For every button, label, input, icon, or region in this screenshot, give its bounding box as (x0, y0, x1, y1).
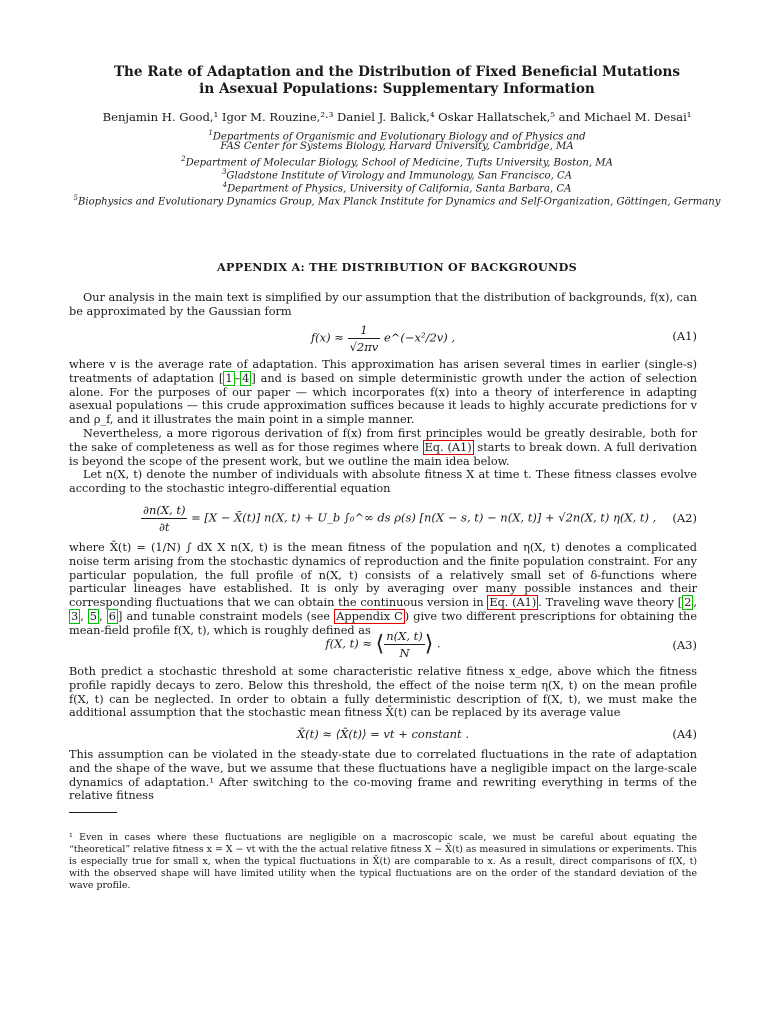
paragraph-text: Both predict a stochastic threshold at some characteristic relative fitness x_edge, above which the fitness profile rapidly decays to zero. Below this threshold, the effect of the noise term η(X, t) on the mean profile f(X, t) can be neglected. In order to obtain a fully deterministic description of f(X, t), we must make the additional assumption that the stochastic mean fitness X̄(t) can be replaced by its average value (69, 665, 697, 720)
eq-lhs: f(X, t) ≈ (325, 636, 372, 651)
paper-title-line1: The Rate of Adaptation and the Distribution of Fixed Beneficial Mutations (113, 64, 681, 80)
eq-numerator: ∂n(X, t) (143, 503, 186, 517)
paragraph-text: This assumption can be violated in the steady-state due to correlated fluctuations in the rate of adaptation and the shape of the wave, but we assume that these fluctuations have a negligible impact on the large-scale dynamics of adaptation.¹ After switching to the co-moving frame and rewriting everything in terms of the relative fitness (69, 748, 697, 803)
affiliation-text: Biophysics and Evolutionary Dynamics Group, Max Planck Institute for Dynamics and Self-Organization, Göttingen, Germany (77, 196, 721, 208)
eq-numerator: n(X, t) (386, 629, 423, 643)
citation-link[interactable]: 4 (242, 371, 250, 385)
affiliation-5 (0, 192, 768, 209)
eq-rhs: = [X − X̄(t)] n(X, t) + U_b ∫₀^∞ ds ρ(s) [n(X − s, t) − n(X, t)] + √2n(X, t) η(X, t) , (191, 510, 657, 525)
paper-title-line2: in Asexual Populations: Supplementary Information (199, 81, 595, 97)
affiliation-text: Department of Molecular Biology, School of Medicine, Tufts University, Boston, MA (185, 157, 613, 169)
eq-numerator: 1 (348, 322, 381, 339)
section-heading: APPENDIX A: THE DISTRIBUTION OF BACKGROUNDS (217, 260, 577, 274)
affiliation-1b (0, 140, 768, 154)
eq-exponential: e^(−x²/2v) , (383, 330, 456, 345)
affiliation-text: Departments of Organismic and Evolutionary Biology and of Physics and (212, 131, 586, 143)
paragraph-5: where X̄(t) = (1/N) ∫ dX X n(X, t) is the mean fitness of the population and η(X, t) denotes a complicated noise term arising from the stochastic dynamics of reproduction and the finite population constraint. For any particular population, the full profile of n(X, t) consists of a relatively small set of δ-functions where particular lineages have established. It is only by averaging over many possible instances and their corresponding fluctuations that we can obtain the continuous version in Eq. (A1) . Traveling wave theory [ 2 , 3 , 5 , 6 ] and tunable constraint models (see Appendix C ) give two different prescriptions for obtaining the mean-field profile f(X, t), which is roughly defined as (69, 541, 698, 637)
affiliation-text: Department of Physics, University of California, Santa Barbara, CA (227, 183, 572, 195)
paragraph-7 (69, 748, 697, 803)
angle-bracket-right: ⟩ (424, 631, 434, 657)
paragraph-6 (69, 665, 697, 720)
eq-denominator: √2πv (349, 340, 379, 354)
eq-fraction (348, 322, 381, 355)
affiliation-sup: 2 (181, 155, 186, 163)
equation-a3: f(X, t) ≈ ⟨ $\frac{n(X, t)}{N}$ ⟩ . (A3) (325, 629, 697, 660)
citation-link[interactable]: 6 (108, 609, 116, 623)
paragraph-text: where X̄(t) = (1/N) ∫ dX X n(X, t) is the mean fitness of the population and η(X, t) denotes a complicated noise term arising from the stochastic dynamics of reproduction and the finite population constraint. For any particular population, the full profile of n(X, t) consists of a relatively small set of δ-functions where particular lineages have established. It is only by averaging over many possible instances and their corresponding fluctuations that we can obtain the continuous version in (69, 541, 697, 610)
equation-a4 (69, 726, 697, 744)
eq-label: (A3) (672, 638, 697, 652)
footnote (69, 832, 697, 892)
footnote-text: ¹ Even in cases where these fluctuations are negligible on a macroscopic scale, we must be careful about equating the “theoretical” relative fitness x = X − vt with the the actual relative fitness X − X̄(t) as measured in simulations or experiments. This is especially true for small x, when the typical fluctuations in X̄(t) are comparable to x. As a result, direct comparisons of f(X, t) with the observed shape will have limited utility when the typical fluctuations are on the order of the standard deviation of the wave profile. (69, 832, 697, 891)
citation-link[interactable]: 5 (89, 609, 98, 623)
equation-a2 (69, 500, 697, 540)
eq-fraction (384, 628, 425, 661)
citation-link[interactable]: 2 (684, 596, 692, 610)
angle-bracket-left: ⟨ (375, 631, 385, 657)
eq-label: (A4) (672, 727, 697, 741)
paragraph-text: . Traveling wave theory (538, 596, 678, 610)
paragraph-3 (69, 427, 697, 468)
paragraph-text: ) give two different prescriptions for obtaining the mean-field profile f(X, t), which is roughly defined as (69, 609, 698, 637)
affiliation-sup: 5 (73, 194, 78, 202)
affiliation-sup: 1 (208, 129, 213, 137)
paragraph-text: starts to break down. A full derivation is beyond the scope of the present work, but we outline the main idea below. (69, 440, 698, 468)
equation-a1 (69, 320, 697, 356)
appendix-ref-link[interactable]: Appendix C (336, 609, 403, 623)
author-list: Benjamin H. Good,¹ Igor M. Rouzine,²·³ Daniel J. Balick,⁴ Oskar Hallatschek,⁵ and Michael M. Desai¹ (102, 110, 692, 124)
affiliation-text: Gladstone Institute of Virology and Immunology, San Francisco, CA (226, 170, 573, 182)
affiliation-sup: 3 (221, 168, 227, 176)
paragraph-1 (69, 291, 697, 319)
eq-fraction (141, 502, 187, 535)
affiliation-text: FAS Center for Systems Biology, Harvard University, Cambridge, MA (220, 141, 574, 152)
paragraph-text: Nevertheless, a more rigorous derivation of f(x) from first principles would be greatly desirable, both for the sake of completeness as well as for those regimes where (69, 426, 697, 454)
paragraph-text: Our analysis in the main text is simplified by our assumption that the distribution of backgrounds, f(x), can be approximated by the Gaussian form (69, 291, 697, 318)
eq-denominator: ∂t (158, 520, 170, 534)
equation-ref-link[interactable]: Eq. (A1) (424, 440, 472, 454)
footnote-rule (69, 812, 117, 813)
paragraph-text: where v is the average rate of adaptation. This approximation has arisen several times in earlier (single-s) treatments of adaptation (69, 358, 697, 385)
eq-label: (A1) (672, 329, 697, 343)
equation-ref-link[interactable]: Eq. (A1) (489, 596, 537, 610)
paragraph-text: and tunable constraint models (see (122, 609, 335, 623)
paragraph-4: Let n(X, t) denote the number of individuals with absolute fitness X at time t. These fitness classes evolve according to the stochastic integro-differential equation (69, 468, 697, 496)
eq-label: (A2) (672, 511, 697, 525)
citation-link[interactable]: 1 (225, 371, 233, 385)
eq-denominator: N (399, 646, 410, 660)
affiliation-sup: 4 (222, 181, 228, 189)
citation-dash: – (234, 371, 241, 385)
eq-lhs: f(x) ≈ (310, 330, 344, 345)
citation-link[interactable]: 3 (71, 609, 79, 623)
eq-body: X̄(t) ≈ ⟨X̄(t)⟩ = vt + constant . (297, 727, 469, 741)
paragraph-text: and is based on simple deterministic growth under the action of selection alone. For the purposes of our paper — which incorporates f(x) into a theory of interference in adapting asexual populations — this crude approximation suffices because it leads to highly accurate predictions for v and ρ_f, and it illustrates the main point in a simple manner. (69, 371, 697, 427)
paragraph-2: where v is the average rate of adaptation. This approximation has arisen several times in earlier (single-s) treatments of adaptation [ 1 – 4 ] and is based on simple deterministic growth under the action of selection alone. For the purposes of our paper — which incorporates f(x) into a theory of interference in adapting asexual populations — this crude approximation suffices because it leads to highly accurate predictions for v and ρ_f, and it illustrates the main point in a simple manner. Nevertheless, a more rigorous derivation of f(x) from first principles would be greatly desirable, both for the sake of completeness as well as for those regimes where Eq. (A1) starts to break down. A full derivation is beyond the scope of the present work, but we outline the main idea below. Let n(X, t) denote the number of individuals with absolute fitness X at time t. These fitness classes evolve according to the stochastic integro-differential equation (69, 358, 698, 496)
